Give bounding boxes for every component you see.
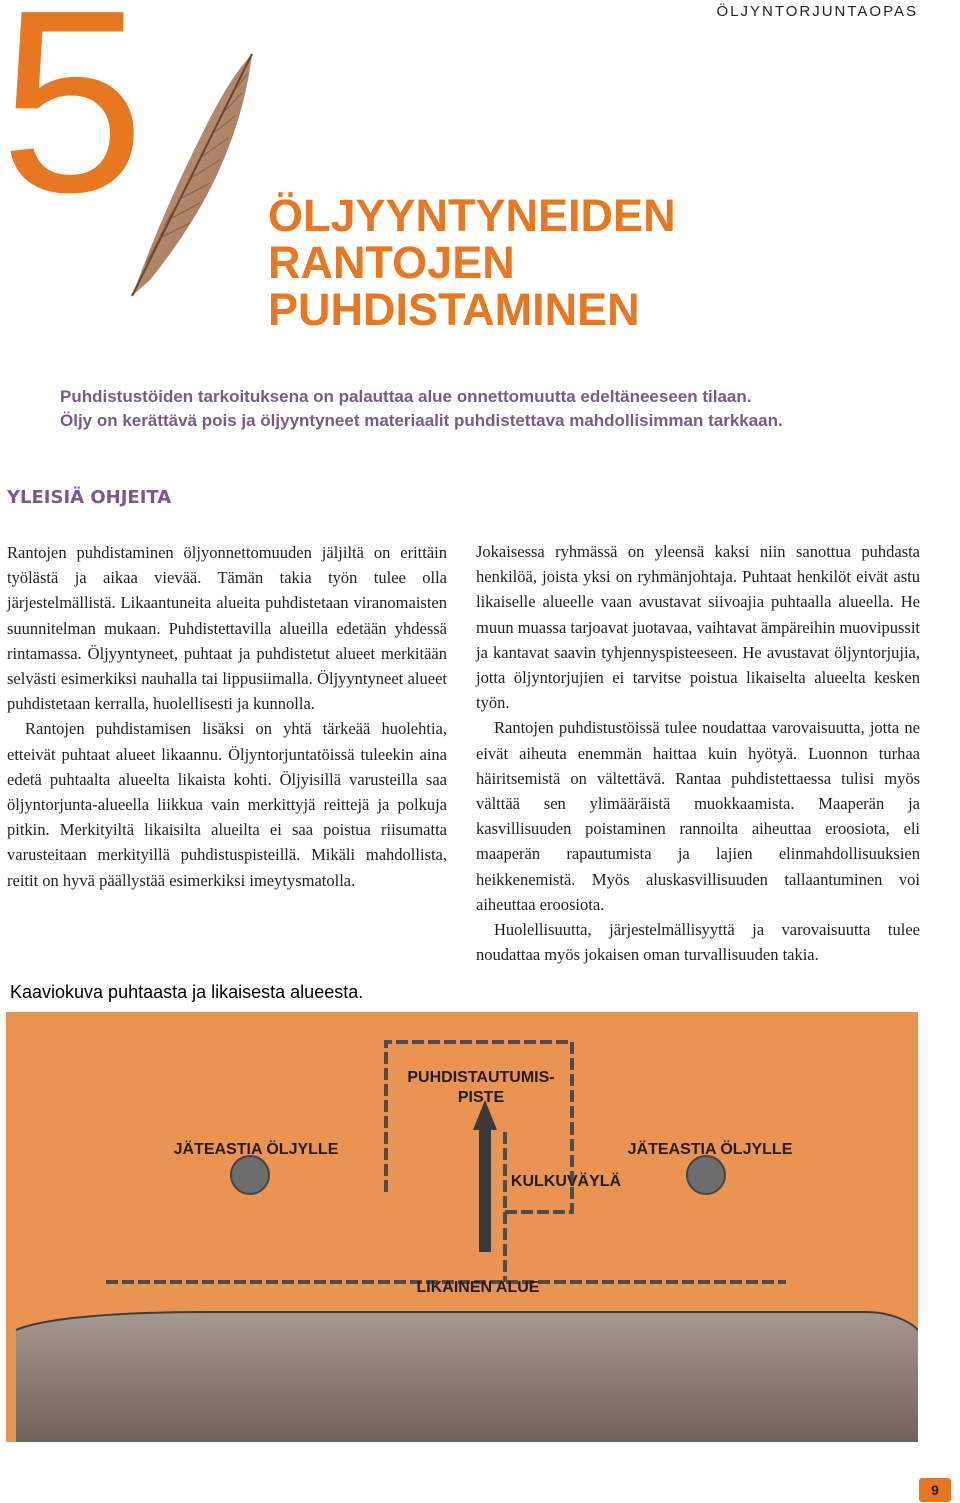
lead-line: Puhdistustöiden tarkoituksena on palauttaa alue onnettomuutta edeltäneeseen tilaan.: [60, 387, 752, 406]
waste-bin-left-label: JÄTEASTIA ÖLJYLLE: [173, 1141, 339, 1158]
lead-line: Öljy on kerättävä pois ja öljyyntyneet materiaalit puhdistettava mahdollisimman tarkkaan.: [60, 411, 783, 430]
dirty-area: [16, 1312, 918, 1442]
right-column: [476, 539, 920, 967]
label-line: PUHDISTAUTUMIS-: [407, 1069, 555, 1086]
feather-icon: [120, 48, 260, 298]
page-number: 9: [919, 1478, 951, 1502]
diagram-caption: Kaaviokuva puhtaasta ja likaisesta alueesta.: [10, 982, 364, 1002]
chapter-number: 5: [0, 0, 139, 247]
dirty-area-label: LIKAINEN ALUE: [416, 1279, 540, 1296]
walkway-label: KULKUVÄYLÄ: [510, 1173, 622, 1190]
cleaning-point-label: [396, 1068, 566, 1108]
chapter-title: [268, 192, 676, 333]
waste-bin-right-icon: [687, 1156, 725, 1194]
body-paragraph: Rantojen puhdistustöissä tulee noudattaa varovaisuutta, jotta ne eivät aiheuta enemmän haittaa kuin hyötyä. Luonnon turhaa häiritsemistä on vältettävä. Rantaa puhdistettaessa tulisi myös välttää sen ylimääräistä muokkaamista. Maaperän ja kasvillisuuden poistaminen rannoilta aiheuttaa eroosiota, eli maaperän rapautumista ja lajien elinmahdollisuuksien heikkenemistä. Myös aluskasvillisuuden tallaantuminen voi aiheuttaa eroosiota.: [476, 718, 920, 914]
waste-bin-right-label: JÄTEASTIA ÖLJYLLE: [627, 1141, 793, 1158]
title-line: ÖLJYYNTYNEIDEN: [268, 190, 676, 241]
body-paragraph: Rantojen puhdistamisen lisäksi on yhtä tärkeää huolehtia, etteivät puhtaat alueet likaannu. Öljyntorjuntatöissä tuleekin aina edetä puhtaalta alueelta likaista kohti. Öljyisillä varusteilla saa öljyntorjunta-alueella liikkua vain merkittyjä reittejä ja polkuja pitkin. Merkityiltä likaisilta alueilta ei saa poistua riisumatta varusteitaan merkityillä puhdistuspisteillä. Mikäli mahdollista, reitit on hyvä päällystää esimerkiksi imeytysmatolla.: [7, 719, 447, 890]
title-line: PUHDISTAMINEN: [268, 284, 640, 335]
clean-dirty-area-diagram: [6, 1012, 918, 1442]
title-line: RANTOJEN: [268, 237, 515, 288]
section-heading: YLEISIÄ OHJEITA: [7, 487, 172, 508]
body-paragraph: Rantojen puhdistaminen öljyonnettomuuden jäljiltä on erittäin työlästä ja aikaa vievää. Tämän takia työn tulee olla järjestelmällistä. Likaantuneita alueita puhdistetaan viranomaisten suunnitelman mukaan. Puhdistettavilla alueilla edetään yhdessä rintamassa. Öljyyntyneet, puhtaat ja puhdistetut alueet merkitään selvästi esimerkiksi nauhalla tai lippusiimalla. Öljyyntyneet alueet puhdistetaan kerralla, huolellisesti ja kunnolla.: [7, 543, 447, 714]
running-header: ÖLJYNTORJUNTAOPAS: [716, 3, 918, 20]
body-paragraph: Huolellisuutta, järjestelmällisyyttä ja varovaisuutta tulee noudattaa myös jokaisen oman turvallisuuden takia.: [476, 920, 920, 965]
left-column: [7, 540, 447, 893]
body-paragraph: Jokaisessa ryhmässä on yleensä kaksi niin sanottua puhdasta henkilöä, joista yksi on ryhmänjohtaja. Puhtaat henkilöt eivät astu likaiselle alueelle vaan avustavat siivoajia puhtaalla alueella. He muun muassa tarjoavat juotavaa, vaihtavat ämpäreihin muovipussit ja kantavat saavin tyhjennyspisteeseen. He avustavat öljyntorjujia, jotta öljyntorjujien ei tarvitse poistua likaiselta alueelta kesken työn.: [476, 542, 921, 713]
waste-bin-left-icon: [231, 1156, 269, 1194]
label-line: PISTE: [457, 1089, 505, 1106]
lead-paragraph: [60, 385, 920, 433]
